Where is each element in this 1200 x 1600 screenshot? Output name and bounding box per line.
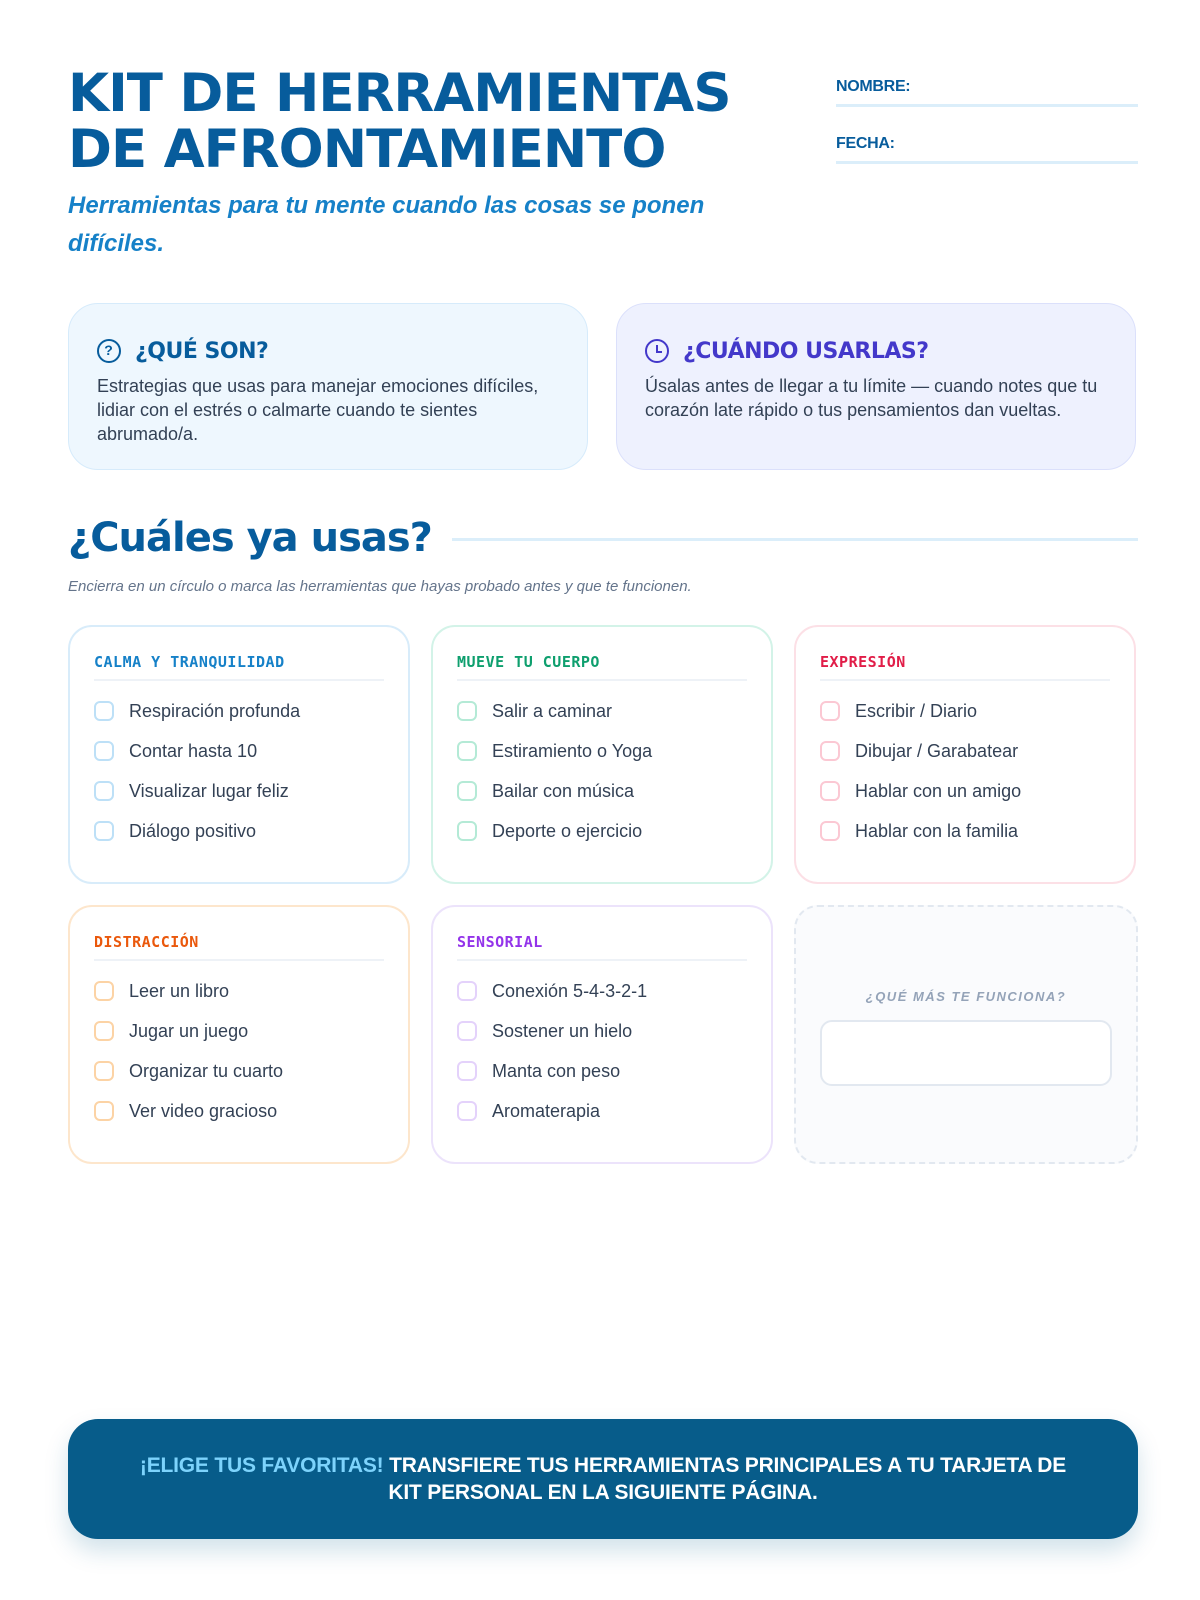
category-card-calm [68,625,410,884]
page-title [68,63,788,180]
checkbox[interactable] [94,1021,114,1041]
checkbox[interactable] [457,981,477,1001]
tool-item[interactable] [94,971,384,1011]
checkbox[interactable] [94,1101,114,1121]
tool-item[interactable] [94,731,384,771]
tool-label: Respiración profunda [129,700,301,721]
what-card-title: ¿QUÉ SON? [135,338,269,364]
banner-text [128,1452,1078,1506]
tool-label: Sostener un hielo [492,1020,633,1041]
checkbox[interactable] [457,1101,477,1121]
name-field[interactable] [836,78,1138,107]
tool-item[interactable] [94,811,384,851]
tool-item[interactable] [94,691,384,731]
category-title: MUEVE TU CUERPO [457,653,747,681]
question-circle-icon: ? [97,339,121,363]
when-to-use-card [616,303,1136,470]
tool-item[interactable] [820,731,1110,771]
date-field[interactable] [836,135,1138,164]
tool-label: Visualizar lugar feliz [129,780,289,801]
tool-label: Bailar con música [492,780,635,801]
category-card-move [431,625,773,884]
tool-label: Diálogo positivo [129,820,257,841]
section-instructions: Encierra en un círculo o marca las herramientas que hayas probado antes y que te funcionen. [68,578,692,595]
tool-label: Estiramiento o Yoga [492,740,653,761]
checkbox[interactable] [94,741,114,761]
tool-label: Jugar un juego [129,1020,249,1041]
checkbox[interactable] [94,1061,114,1081]
checkbox[interactable] [94,821,114,841]
banner-body: TRANSFIERE TUS HERRAMIENTAS PRINCIPALES A TU TARJETA DE KIT PERSONAL EN LA SIGUIENTE PÁGINA. [383,1454,1067,1504]
tool-label: Contar hasta 10 [129,740,258,761]
name-label: NOMBRE: [836,78,911,95]
category-card-sensory [431,905,773,1164]
category-title: CALMA Y TRANQUILIDAD [94,653,384,681]
tool-label: Aromaterapia [492,1100,601,1121]
title-line-2: DE AFRONTAMIENTO [68,119,666,180]
tool-label: Ver video gracioso [129,1100,278,1121]
checkbox[interactable] [94,781,114,801]
checkbox[interactable] [94,981,114,1001]
tool-label: Deporte o ejercicio [492,820,643,841]
tool-label: Leer un libro [129,980,230,1001]
date-label: FECHA: [836,135,895,152]
clock-icon [645,339,669,363]
checkbox[interactable] [457,821,477,841]
tool-item[interactable] [457,771,747,811]
tool-label: Manta con peso [492,1060,621,1081]
checkbox[interactable] [820,741,840,761]
tool-item[interactable] [457,1011,747,1051]
tool-label: Salir a caminar [492,700,613,721]
what-card-text: Estrategias que usas para manejar emociones difíciles, lidiar con el estrés o calmarte cuando te sientes abrumado/a. [97,376,539,444]
tool-label: Escribir / Diario [855,700,978,721]
checkbox[interactable] [457,1061,477,1081]
category-card-distraction [68,905,410,1164]
tool-item[interactable] [94,771,384,811]
checkbox[interactable] [457,741,477,761]
section-title: ¿Cuáles ya usas? [68,515,432,561]
checkbox[interactable] [820,781,840,801]
tool-label: Hablar con un amigo [855,780,1022,801]
when-card-title: ¿CUÁNDO USARLAS? [683,338,929,364]
tool-label: Organizar tu cuarto [129,1060,284,1081]
checkbox[interactable] [820,821,840,841]
section-divider [452,538,1138,541]
tool-item[interactable] [457,1051,747,1091]
what-else-input[interactable] [820,1020,1112,1086]
when-card-text: Úsalas antes de llegar a tu límite — cuando notes que tu corazón late rápido o tus pensamientos dan vueltas. [645,376,1098,420]
tool-item[interactable] [457,691,747,731]
tool-item[interactable] [94,1091,384,1131]
what-are-they-card [68,303,588,470]
checkbox[interactable] [457,781,477,801]
tool-item[interactable] [457,971,747,1011]
category-title: DISTRACCIÓN [94,933,384,961]
checkbox[interactable] [94,701,114,721]
tool-item[interactable] [820,691,1110,731]
tool-item[interactable] [457,731,747,771]
tool-label: Conexión 5-4-3-2-1 [492,980,648,1001]
tool-item[interactable] [94,1011,384,1051]
checkbox[interactable] [457,1021,477,1041]
tool-label: Dibujar / Garabatear [855,740,1019,761]
tool-label: Hablar con la familia [855,820,1019,841]
tool-item[interactable] [457,811,747,851]
title-line-1: KIT DE HERRAMIENTAS [68,63,731,124]
what-else-card [794,905,1138,1164]
what-else-label: ¿QUÉ MÁS TE FUNCIONA? [865,989,1067,1004]
page-subtitle: Herramientas para tu mente cuando las cosas se ponen difíciles. [68,192,705,257]
tool-item[interactable] [820,811,1110,851]
category-title: SENSORIAL [457,933,747,961]
footer-banner [68,1419,1138,1539]
tool-item[interactable] [94,1051,384,1091]
category-card-expression [794,625,1136,884]
checkbox[interactable] [820,701,840,721]
category-title: EXPRESIÓN [820,653,1110,681]
banner-highlight: ¡ELIGE TUS FAVORITAS! [139,1454,384,1477]
checkbox[interactable] [457,701,477,721]
tool-item[interactable] [820,771,1110,811]
tool-item[interactable] [457,1091,747,1131]
